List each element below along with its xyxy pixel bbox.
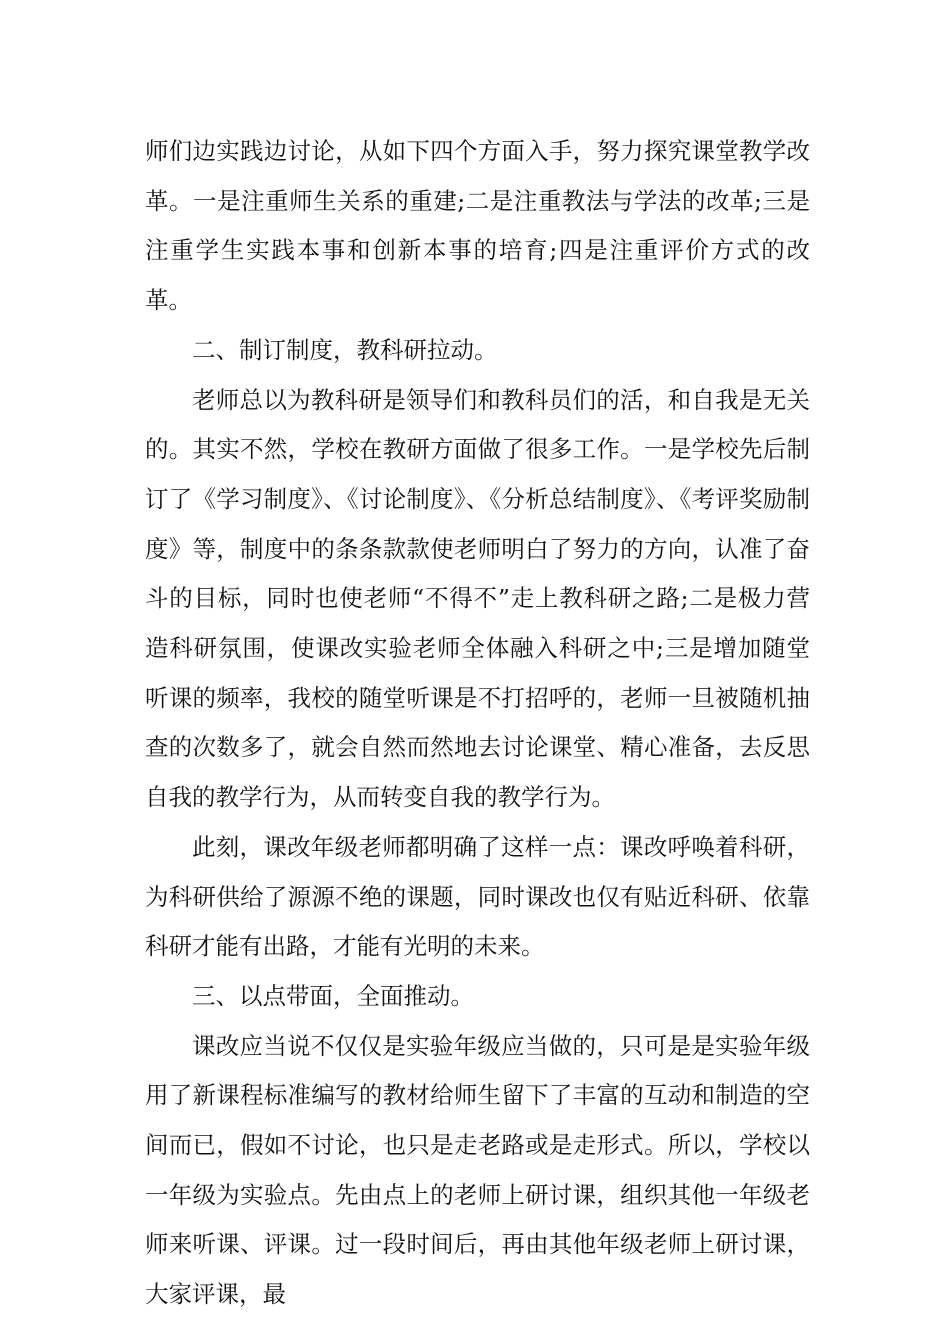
section-heading-3: 三、以点带面，全面推动。 <box>192 981 474 1010</box>
paragraph-1: 师们边实践边讨论，从如下四个方面入手，努力探究课堂教学改革。一是注重师生关系的重建;二是注重教法与学法的改革;三是注重学生实践本事和创新本事的培育;四是注重评价方式的改革。 <box>145 137 810 315</box>
document-body <box>145 127 810 1320</box>
paragraph-3: 老师总以为教科研是领导们和教科员们的活，和自我是无关的。其实不然，学校在教研方面做了很多工作。一是学校先后制订了《学习制度》、《讨论制度》、《分析总结制度》、《考评奖励制度》等，制度中的条条款款使老师明白了努力的方向，认准了奋斗的目标，同时也使老师“不得不”走上教科研之路;二是极力营造科研氛围，使课改实验老师全体融入科研之中;三是增加随堂听课的频率，我校的随堂听课是不打招呼的，老师一旦被随机抽查的次数多了，就会自然而然地去讨论课堂、精心准备，去反思自我的教学行为，从而转变自我的教学行为。 <box>145 385 810 812</box>
paragraph-4: 此刻，课改年级老师都明确了这样一点：课改呼唤着科研，为科研供给了源源不绝的课题，同时课改也仅有贴近科研、依靠科研才能有出路，才能有光明的未来。 <box>145 832 810 961</box>
section-heading-2: 二、制订制度，教科研拉动。 <box>192 335 498 364</box>
paragraph-6: 课改应当说不仅仅是实验年级应当做的，只可是是实验年级用了新课程标准编写的教材给师生留下了丰富的互动和制造的空间而已，假如不讨论，也只是走老路或是走形式。所以，学校以一年级为实验点。先由点上的老师上研讨课，组织其他一年级老师来听课、评课。过一段时间后，再由其他年级老师上研讨课，大家评课，最 <box>145 1031 810 1309</box>
